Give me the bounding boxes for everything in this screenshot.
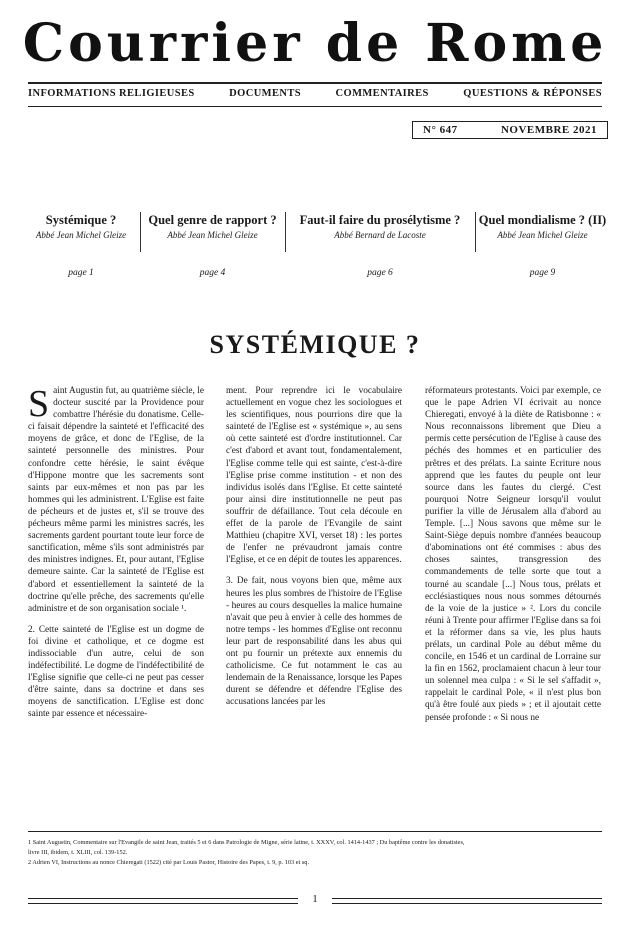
issue-box [412, 121, 608, 139]
toc-title: Quel genre de rapport ? [148, 213, 277, 227]
masthead-rule-top [28, 82, 602, 84]
article-title: SYSTÉMIQUE ? [209, 330, 421, 359]
toc-divider [285, 212, 286, 252]
table-of-contents [22, 212, 610, 282]
masthead-rule-bottom [28, 106, 602, 107]
toc-item-systemique[interactable] [22, 212, 140, 282]
footnote-1: 1 Saint Augustin, Commentaire sur l'Evangile de saint Jean, traités 5 et 6 dans Patrologie de Migne, série latine, t. XXXV, col. 1414-1437 ; Du baptême contre les donatistes, [28, 839, 465, 846]
paragraph-2-cont: ment. Pour reprendre ici le vocabulaire actuellement en vogue chez les sociologues et les scientifiques, nous pourrions dire que la sainteté de l'Eglise est « systémique », au sens où cette sainteté est d'ordre institutionnel. Car c'est d'abord et avant tout, fondamentalement, l'Eglise comme telle qui est sainte, c'est-à-dire l'Eglise prise comme institution - et non des individus isolés dans l'Eglise. Et cette sainteté pour ainsi dire institutionnelle ne peut pas souffrir de défaillance. Tout cela découle en effet de la parole de l'Evangile de saint Matthieu (chapitre XVI, verset 18) : les portes de l'enfer ne prévaudront jamais contre l'Eglise, et ce en dépit de toutes les apparences. [226, 386, 402, 566]
footnotes [28, 838, 602, 868]
toc-author: Abbé Jean Michel Gleize [167, 230, 258, 240]
page-number: 1 [312, 893, 318, 905]
article-column-1 [28, 385, 204, 817]
toc-author: Abbé Jean Michel Gleize [35, 230, 127, 240]
footnote-2: 2 Adrien VI, Instructions au nonce Chieregati (1522) cité par Louis Pastor, Histoire des Papes, t. 9, p. 103 et sq. [28, 859, 310, 866]
issue-number: N° 647 [423, 124, 458, 136]
toc-page: page 9 [529, 268, 556, 278]
issue-date: NOVEMBRE 2021 [500, 124, 597, 136]
footer-rule-right [332, 898, 602, 904]
footnote-1-cont: livre III, ibidem, t. XLIII, col. 139-152. [28, 849, 128, 856]
section-nav [28, 88, 602, 102]
article-column-3 [425, 385, 601, 817]
paragraph-1: aint Augustin fut, au quatrième siècle, le docteur suscité par la Providence pour combattre l'hérésie du donatisme. Celle-ci faisait dépendre la sainteté et l'efficacité des moyens de grâce, et donc de l'Eglise, de la sainteté personnelle des ministres. Pour confondre cette hérésie, le saint évêque d'Hippone montre que les sacrements sont saints par eux-mêmes et non pas par les hommes qui les administrent. L'Eglise est faite de pécheurs et de justes et, s'il se trouve des pécheurs même parmi les ministres sacrés, les sacrements gardent pourtant toute leur force de sanctification, même s'ils sont administrés par des ministres indignes. Et, pour autant, l'Eglise demeure sainte. Car la sainteté de l'Eglise est d'abord et essentiellement la sainteté de la doctrine qu'elle prêche, des sacrements qu'elle administre et de son organisation sociale ¹. [28, 386, 204, 614]
paragraph-3: 3. De fait, nous voyons bien que, même aux heures les plus sombres de l'histoire de l'Eglise - heures au cours desquelles la malice humaine n'avait que peu à envier à celle des hommes de notre temps - les hommes d'Eglise ont reconnu leur part de responsabilité dans les abus qui ont pu fournir un prétexte aux ennemis du catholicisme. Ce fut notamment le cas au lendemain de la Renaissance, lorsque les Papes durent se défendre et défendre l'Eglise des accusations lancées par les [226, 576, 402, 708]
paragraph-3-cont: réformateurs protestants. Voici par exemple, ce que le pape Adrien VI écrivait au nonce Chieregati, envoyé à la diète de Ratisbonne : « Nous reconnaissons librement que Dieu a permis cette persécution de l'Eglise à cause des péchés des hommes et en particulier des prêtres et des prélats. La sainte Ecriture nous apprend que les fautes du peuple ont leur source dans les fautes du clergé. C'est pourquoi Notre Seigneur lorsqu'il voulut purifier la ville de Jérusalem alla d'abord au Temple. [...] Nous savons que même sur le Saint-Siège depuis nombre d'années beaucoup d'abominations ont été commises : abus des choses saintes, transgression des commandements de telle sorte que tout a tourné au scandale [...] Nous tous, prélats et ecclésiastiques nous nous sommes détournés de la voie de la justice » ². Lors du concile réuni à Trente pour affirmer l'Eglise dans sa foi et la réformer dans sa vie, les plus hauts prélats, un cardinal Pole au début même du concile, en 1546 et un cardinal de Lorraine sur la fin en 1562, proclamaient chacun à leur tour un solennel mea culpa : « Si le sel s'affadit », rappelait le cardinal Pole, « il n'est plus bon qu'à être foulé aux pieds » ; et il ajoutait cette pensée profonde : « Si nous ne [425, 386, 601, 723]
nav-documents[interactable]: DOCUMENTS [229, 88, 302, 99]
toc-title: Systémique ? [45, 213, 117, 227]
toc-page: page 1 [68, 268, 94, 278]
nav-informations-religieuses[interactable]: INFORMATIONS RELIGIEUSES [28, 88, 195, 99]
toc-page: page 6 [367, 268, 393, 278]
toc-author: Abbé Jean Michel Gleize [497, 230, 588, 240]
toc-author: Abbé Bernard de Lacoste [334, 230, 426, 240]
masthead-title: Courrier de Rome [22, 13, 608, 74]
toc-item-quel-genre-de-rapport[interactable] [140, 212, 285, 282]
toc-page: page 4 [199, 268, 226, 278]
toc-divider [475, 212, 476, 252]
nav-questions-reponses[interactable]: QUESTIONS & RÉPONSES [463, 88, 602, 99]
toc-divider [140, 212, 141, 252]
article-column-2 [226, 385, 402, 817]
toc-item-proselytisme[interactable] [285, 212, 475, 282]
toc-title: Quel mondialisme ? (II) [478, 213, 607, 227]
paragraph-2: 2. Cette sainteté de l'Eglise est un dogme de foi divine et catholique, et ce dogme est indissociable d'un autre, celui de son indéfectibilité. Le dogme de l'indéfectibilité de l'Eglise signifie que celle-ci ne peut pas cesser d'être sainte, dans sa doctrine et dans ses moyens de sanctification. L'Eglise est donc sainte par essence et nécessaire- [28, 624, 204, 720]
nav-commentaires[interactable]: COMMENTAIRES [335, 88, 429, 99]
toc-title: Faut-il faire du prosélytisme ? [299, 213, 461, 227]
toc-item-quel-mondialisme[interactable] [475, 212, 610, 282]
footnote-rule [28, 831, 602, 832]
drop-cap: S [28, 385, 50, 425]
